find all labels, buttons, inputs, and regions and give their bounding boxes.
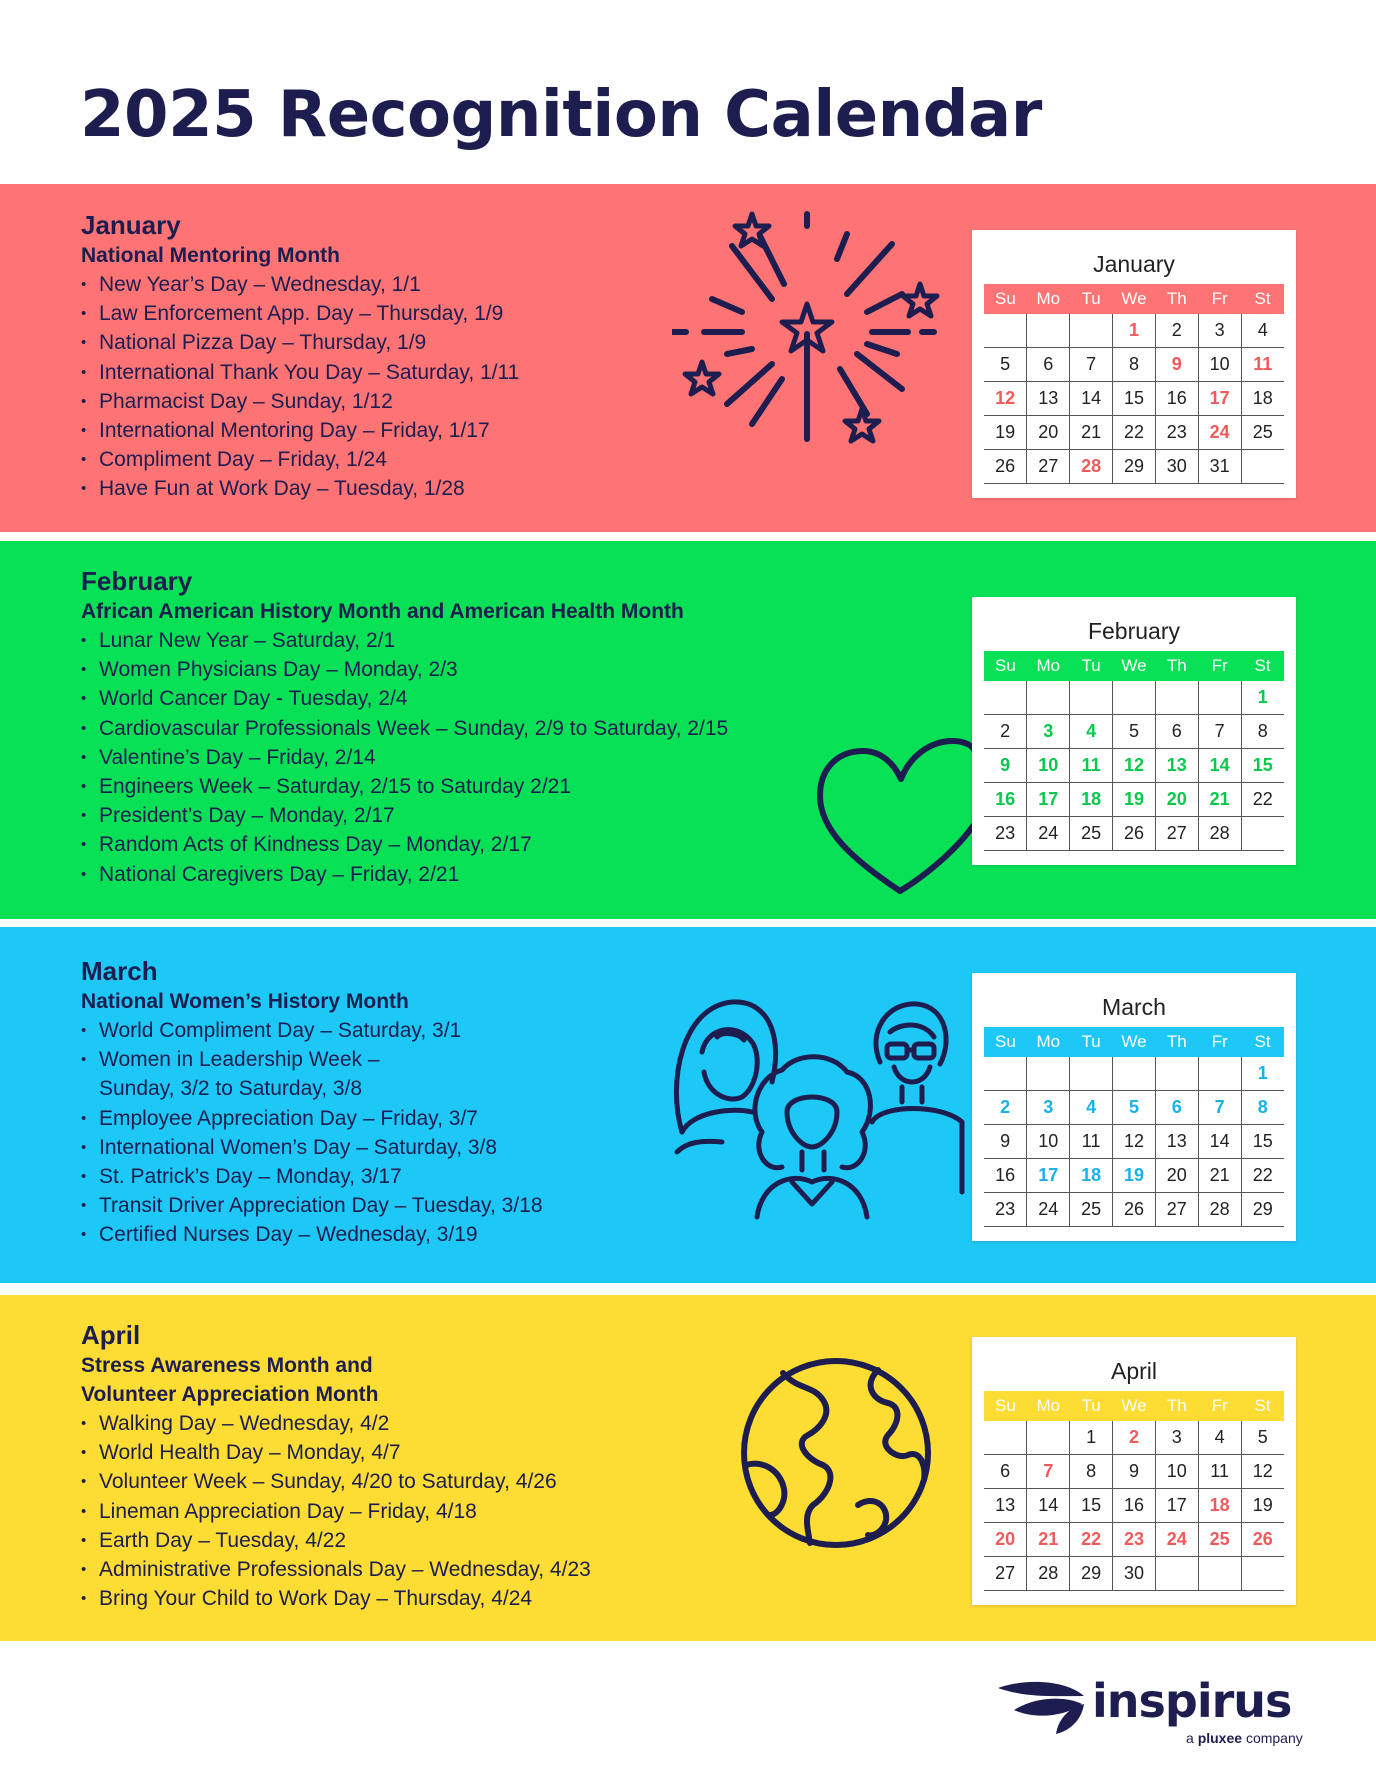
calendar-week-row [984,749,1284,783]
calendar-day: 6 [1155,1091,1198,1125]
month-theme-line: National Women’s History Month [81,990,409,1013]
calendar-week-row [984,382,1284,416]
month-text-block [81,955,543,1250]
calendar-title: January [1093,251,1175,277]
calendar-week-row [984,1557,1284,1591]
weekday-header: Tu [1070,651,1113,681]
calendar-day [1027,1057,1070,1091]
calendar-day: 30 [1113,1557,1156,1591]
calendar-day: 8 [1070,1455,1113,1489]
weekday-header: Th [1155,284,1198,314]
event-item: • Administrative Professionals Day – Wednesday, 4/23 [81,1555,591,1584]
calendar-day: 13 [1155,749,1198,783]
calendar-day: 19 [984,416,1027,450]
calendar-day: 15 [1241,1125,1284,1159]
month-name: March [81,956,158,986]
calendar-week-row [984,817,1284,851]
event-item: • National Pizza Day – Thursday, 1/9 [81,328,519,357]
month-theme [81,1351,591,1409]
calendar-day: 9 [1113,1455,1156,1489]
month-text-block [81,209,519,504]
event-item: • Valentine’s Day – Friday, 2/14 [81,743,728,772]
mini-calendar-january [972,230,1296,498]
calendar-day [1027,681,1070,715]
calendar-day: 25 [1241,416,1284,450]
weekday-header: Su [984,284,1027,314]
calendar-day [1241,450,1284,484]
event-item: • President’s Day – Monday, 2/17 [81,801,728,830]
calendar-day: 28 [1070,450,1113,484]
event-item: • Random Acts of Kindness Day – Monday, 2/17 [81,830,728,859]
calendar-day: 17 [1027,1159,1070,1193]
logo-tagline [1186,1730,1303,1746]
calendar-day: 24 [1027,817,1070,851]
calendar-day: 9 [984,1125,1027,1159]
calendar-day: 15 [1241,749,1284,783]
calendar-day: 25 [1070,1193,1113,1227]
event-item: • International Women’s Day – Saturday, 3/8 [81,1133,543,1162]
calendar-day: 16 [984,1159,1027,1193]
weekday-header: Th [1155,1391,1198,1421]
event-item: • Earth Day – Tuesday, 4/22 [81,1526,591,1555]
event-item: • Engineers Week – Saturday, 2/15 to Saturday 2/21 [81,772,728,801]
event-item: • World Cancer Day - Tuesday, 2/4 [81,684,728,713]
calendar-day: 13 [984,1489,1027,1523]
event-item: • National Caregivers Day – Friday, 2/21 [81,860,728,889]
calendar-day: 8 [1241,715,1284,749]
calendar-day [1198,1057,1241,1091]
calendar-day: 3 [1027,715,1070,749]
calendar-day: 6 [1155,715,1198,749]
weekday-header: Tu [1070,1027,1113,1057]
weekday-header: Su [984,1027,1027,1057]
calendar-day: 16 [1155,382,1198,416]
calendar-day [984,681,1027,715]
event-item [81,1045,543,1103]
calendar-day: 28 [1198,1193,1241,1227]
calendar-day: 2 [984,1091,1027,1125]
calendar-day: 23 [984,817,1027,851]
event-list [81,626,728,889]
calendar-day: 12 [1113,1125,1156,1159]
calendar-day [1155,681,1198,715]
calendar-day: 22 [1241,1159,1284,1193]
calendar-grid [984,284,1284,484]
calendar-grid [984,1027,1284,1227]
event-item: • Compliment Day – Friday, 1/24 [81,445,519,474]
event-item: • Lunar New Year – Saturday, 2/1 [81,626,728,655]
calendar-day: 25 [1070,817,1113,851]
calendar-day: 7 [1070,348,1113,382]
event-line: Sunday, 3/2 to Saturday, 3/8 [99,1077,363,1101]
event-item: • International Thank You Day – Saturday, 1/11 [81,358,519,387]
calendar-week-row [984,450,1284,484]
event-list [81,1409,591,1613]
weekday-header: Su [984,651,1027,681]
event-item: • Transit Driver Appreciation Day – Tuesday, 3/18 [81,1191,543,1220]
calendar-day: 17 [1027,783,1070,817]
calendar-day: 16 [984,783,1027,817]
calendar-day: 3 [1027,1091,1070,1125]
tagline-prefix: a [1186,1730,1194,1746]
calendar-day: 20 [984,1523,1027,1557]
calendar-day: 22 [1113,416,1156,450]
calendar-day: 4 [1070,1091,1113,1125]
weekday-header: St [1241,651,1284,681]
calendar-day: 7 [1027,1455,1070,1489]
calendar-week-row [984,1489,1284,1523]
weekday-header: Fr [1198,651,1241,681]
weekday-header: St [1241,284,1284,314]
calendar-day: 27 [984,1557,1027,1591]
event-line: • Women in Leadership Week – [99,1048,380,1072]
calendar-day: 7 [1198,1091,1241,1125]
calendar-day: 5 [1241,1421,1284,1455]
calendar-day: 18 [1070,1159,1113,1193]
calendar-day: 9 [1155,348,1198,382]
globe-icon [738,1355,934,1551]
inspirus-leaf-logo-icon [996,1674,1088,1736]
weekday-header: Mo [1027,284,1070,314]
calendar-day: 12 [1241,1455,1284,1489]
calendar-day: 4 [1198,1421,1241,1455]
weekday-header: Mo [1027,1027,1070,1057]
weekday-header: Th [1155,651,1198,681]
calendar-day: 9 [984,749,1027,783]
month-section-march [0,927,1376,1283]
weekday-header: We [1113,284,1156,314]
calendar-day: 20 [1155,783,1198,817]
event-item: • Cardiovascular Professionals Week – Sunday, 2/9 to Saturday, 2/15 [81,714,728,743]
calendar-day: 26 [1241,1523,1284,1557]
fireworks-stars-icon [672,204,944,454]
calendar-day: 2 [1155,314,1198,348]
month-name: April [81,1320,141,1350]
calendar-day: 21 [1027,1523,1070,1557]
weekday-header: Fr [1198,284,1241,314]
month-theme [81,597,728,626]
calendar-day: 13 [1027,382,1070,416]
calendar-day: 4 [1241,314,1284,348]
calendar-day: 14 [1198,1125,1241,1159]
calendar-week-row [984,314,1284,348]
calendar-week-row [984,1193,1284,1227]
event-item: • Law Enforcement App. Day – Thursday, 1/9 [81,299,519,328]
weekday-header: St [1241,1391,1284,1421]
calendar-day: 10 [1027,749,1070,783]
tagline-suffix: company [1245,1730,1303,1746]
calendar-day: 8 [1113,348,1156,382]
calendar-day: 21 [1070,416,1113,450]
calendar-day [1070,681,1113,715]
calendar-day: 12 [984,382,1027,416]
calendar-week-row [984,1523,1284,1557]
calendar-day: 21 [1198,1159,1241,1193]
month-section-january [0,184,1376,532]
calendar-day [1027,314,1070,348]
calendar-grid [984,651,1284,851]
event-item: • Lineman Appreciation Day – Friday, 4/18 [81,1497,591,1526]
calendar-day: 20 [1155,1159,1198,1193]
calendar-day: 28 [1198,817,1241,851]
calendar-day: 7 [1198,715,1241,749]
calendar-day: 5 [1113,715,1156,749]
weekday-header: St [1241,1027,1284,1057]
calendar-day: 27 [1155,817,1198,851]
event-item: • Women Physicians Day – Monday, 2/3 [81,655,728,684]
weekday-header: We [1113,651,1156,681]
calendar-day: 10 [1155,1455,1198,1489]
calendar-day: 14 [1070,382,1113,416]
calendar-day: 18 [1241,382,1284,416]
weekday-header: Fr [1198,1391,1241,1421]
calendar-day: 23 [1155,416,1198,450]
calendar-day: 18 [1198,1489,1241,1523]
calendar-day [1027,1421,1070,1455]
calendar-day: 6 [984,1455,1027,1489]
month-theme-line: National Mentoring Month [81,244,340,267]
calendar-day [1070,314,1113,348]
calendar-day: 20 [1027,416,1070,450]
calendar-day: 30 [1155,450,1198,484]
calendar-day: 19 [1113,783,1156,817]
calendar-day: 4 [1070,715,1113,749]
calendar-day: 29 [1113,450,1156,484]
calendar-day [1113,1057,1156,1091]
calendar-day: 1 [1070,1421,1113,1455]
month-theme-line: Stress Awareness Month and [81,1354,373,1377]
calendar-day: 27 [1155,1193,1198,1227]
calendar-week-row [984,1125,1284,1159]
event-item: • Walking Day – Wednesday, 4/2 [81,1409,591,1438]
event-item: • Bring Your Child to Work Day – Thursday, 4/24 [81,1584,591,1613]
calendar-day: 28 [1027,1557,1070,1591]
month-theme-line: Volunteer Appreciation Month [81,1383,379,1406]
calendar-day: 5 [984,348,1027,382]
calendar-day: 1 [1241,681,1284,715]
calendar-day [1155,1557,1198,1591]
calendar-grid [984,1391,1284,1591]
month-name: February [81,566,193,596]
event-item: • Employee Appreciation Day – Friday, 3/7 [81,1104,543,1133]
calendar-day: 24 [1198,416,1241,450]
calendar-day: 10 [1198,348,1241,382]
event-item: • International Mentoring Day – Friday, 1/17 [81,416,519,445]
calendar-week-row [984,1159,1284,1193]
calendar-day: 11 [1198,1455,1241,1489]
calendar-title: March [1102,994,1166,1020]
month-theme [81,987,543,1016]
month-theme [81,241,519,270]
month-section-february [0,541,1376,919]
weekday-header: We [1113,1391,1156,1421]
calendar-day: 14 [1027,1489,1070,1523]
calendar-week-row [984,715,1284,749]
calendar-day: 22 [1241,783,1284,817]
calendar-day: 1 [1113,314,1156,348]
calendar-day: 11 [1241,348,1284,382]
calendar-day [984,314,1027,348]
calendar-day: 18 [1070,783,1113,817]
event-item: • Pharmacist Day – Sunday, 1/12 [81,387,519,416]
calendar-day: 21 [1198,783,1241,817]
calendar-day: 22 [1070,1523,1113,1557]
calendar-day: 13 [1155,1125,1198,1159]
event-item: • World Health Day – Monday, 4/7 [81,1438,591,1467]
calendar-day [1241,1557,1284,1591]
mini-calendar-march [972,973,1296,1241]
event-list [81,1016,543,1250]
calendar-title: April [1110,1358,1157,1384]
calendar-day: 24 [1155,1523,1198,1557]
calendar-day: 17 [1155,1489,1198,1523]
calendar-day: 5 [1113,1091,1156,1125]
calendar-day [984,1421,1027,1455]
calendar-day: 19 [1113,1159,1156,1193]
event-item: • Certified Nurses Day – Wednesday, 3/19 [81,1220,543,1249]
calendar-day: 25 [1198,1523,1241,1557]
weekday-header: Mo [1027,1391,1070,1421]
heart-icon [815,731,975,901]
weekday-header: Th [1155,1027,1198,1057]
calendar-day: 10 [1027,1125,1070,1159]
calendar-day: 26 [1113,1193,1156,1227]
event-item: • World Compliment Day – Saturday, 3/1 [81,1016,543,1045]
weekday-header: Tu [1070,1391,1113,1421]
calendar-day: 16 [1113,1489,1156,1523]
mini-calendar-april [972,1337,1296,1605]
calendar-day: 6 [1027,348,1070,382]
weekday-header: Su [984,1391,1027,1421]
calendar-day: 23 [984,1193,1027,1227]
weekday-header: We [1113,1027,1156,1057]
page-title: 2025 Recognition Calendar [80,78,1042,152]
calendar-day [1155,1057,1198,1091]
calendar-week-row [984,1091,1284,1125]
calendar-day [1070,1057,1113,1091]
event-list [81,270,519,504]
logo-wordmark: inspirus [1092,1674,1292,1728]
mini-calendar-february [972,597,1296,865]
weekday-header: Fr [1198,1027,1241,1057]
event-item: • Have Fun at Work Day – Tuesday, 1/28 [81,474,519,503]
calendar-week-row [984,348,1284,382]
weekday-header: Mo [1027,651,1070,681]
event-item: • Volunteer Week – Sunday, 4/20 to Saturday, 4/26 [81,1467,591,1496]
calendar-day: 26 [1113,817,1156,851]
calendar-day: 15 [1070,1489,1113,1523]
calendar-title: February [1087,618,1181,644]
calendar-week-row [984,681,1284,715]
calendar-day: 3 [1155,1421,1198,1455]
event-item: • New Year’s Day – Wednesday, 1/1 [81,270,519,299]
calendar-day: 12 [1113,749,1156,783]
calendar-day: 8 [1241,1091,1284,1125]
calendar-day: 2 [984,715,1027,749]
calendar-day: 15 [1113,382,1156,416]
calendar-day [1113,681,1156,715]
calendar-day: 11 [1070,1125,1113,1159]
three-women-icon [662,992,972,1222]
month-theme-line: African American History Month and American Health Month [81,600,684,623]
calendar-day [1241,817,1284,851]
calendar-day: 1 [1241,1057,1284,1091]
calendar-week-row [984,1057,1284,1091]
calendar-day [1198,681,1241,715]
calendar-day: 14 [1198,749,1241,783]
calendar-day: 11 [1070,749,1113,783]
calendar-day: 2 [1113,1421,1156,1455]
tagline-brand: pluxee [1197,1730,1243,1746]
month-text-block [81,565,728,889]
calendar-week-row [984,1421,1284,1455]
calendar-day: 19 [1241,1489,1284,1523]
calendar-day: 31 [1198,450,1241,484]
calendar-day: 24 [1027,1193,1070,1227]
calendar-day: 23 [1113,1523,1156,1557]
month-name: January [81,210,181,240]
calendar-day: 27 [1027,450,1070,484]
calendar-week-row [984,416,1284,450]
calendar-day: 3 [1198,314,1241,348]
calendar-day: 17 [1198,382,1241,416]
event-item: • St. Patrick’s Day – Monday, 3/17 [81,1162,543,1191]
calendar-week-row [984,783,1284,817]
weekday-header: Tu [1070,284,1113,314]
month-text-block [81,1319,591,1613]
calendar-day: 29 [1241,1193,1284,1227]
calendar-day [984,1057,1027,1091]
calendar-day [1198,1557,1241,1591]
calendar-week-row [984,1455,1284,1489]
calendar-day: 29 [1070,1557,1113,1591]
calendar-day: 26 [984,450,1027,484]
month-section-april [0,1295,1376,1641]
